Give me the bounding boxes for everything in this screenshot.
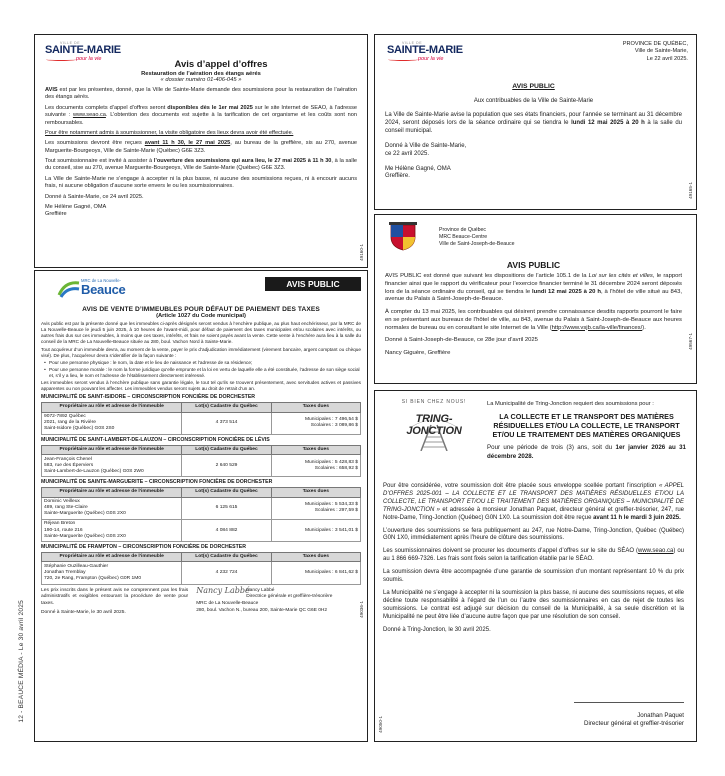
sector-heading: MUNICIPALITÉ DE FRAMPTON – CIRCONSCRIPTION FONCIÈRE DE DORCHESTER [41, 544, 247, 551]
notice-subtitle: Restauration de l’aération des étangs aérés [141, 71, 261, 77]
header-lines: Province de Québec MRC Beauce-Centre Ville de Saint-Joseph-de-Beauce [439, 227, 515, 247]
bullet-item: • Pour une personne morale : le nom la forme juridique qu’elle emprunte et la loi en vertu de laquelle elle a été constituée, l’adresse de son siège social et, s’il y a lieu, le nom et l’adresse de l’établissement directement intéressé. [44, 367, 360, 379]
paragraph: Les immeubles seront vendus à l’enchère publique sans garantie légale, le tout tel qu’ils se trouvent présentement, avec servitudes actives et passives apparentes ou non pouvant les affecter. Les immeubles vendus seront sujets au droit de retrait d’un an. [41, 380, 361, 392]
signature-line [574, 702, 684, 703]
sainte-marie-logo [387, 41, 463, 65]
paragraph: Donné à Tring-Jonction, le 30 avril 2025. [383, 626, 491, 633]
table-row: Réjean Breton 190-14, route 216 Sainte-Marguerite (Québec) G0S 2X0 4 084 882 Municipales : 3 541,01 $ [42, 519, 361, 541]
paragraph: Tout soumissionnaire est invité à assister à l’ouverture des soumissions qui aura lieu, le 27 mai 2025 à 11 h 30, à la salle du conseil, sise au 270, avenue Marguerite-Bourgeoys, Ville de Sainte-Marie (Québec) G6E 3Z3. [45, 158, 357, 172]
ad-code: 49050-1 [378, 716, 383, 733]
tring-logo [391, 399, 477, 451]
coat-of-arms-icon [387, 221, 419, 251]
paragraph: Avis public est par la présente donné que les immeubles ci-après désignés seront vendus à l’enchère publique, au plus haut enchérisseur, par la MRC de La Nouvelle-Beauce le jeudi 5 juin 2025, à 10 heures de l’avant-midi, pour défaut de paiement des taxes municipales et/ou scolaires avec intérêts, ou autres frais dus sur ces immeubles, à moins que ces taxes, intérêts, et frais ne soient payés avant la vente. Cette vente à l’enchère aura lieu à la salle du conseil de la MRC de La Nouvelle-Beauce située au 280, boul. Vachon Nord à Sainte-Marie. [41, 321, 361, 345]
ad-code: 49567-1 [688, 333, 693, 350]
logo-small-text: VILLE DE [402, 41, 423, 45]
logo-tagline: pour la vie [418, 56, 444, 62]
logo-name: SAINTE-MARIE [45, 44, 121, 56]
notice-title: AVIS PUBLIC [506, 260, 561, 270]
paragraph: ce 22 avril 2025. [385, 150, 430, 157]
signature-title: Greffière [45, 211, 67, 218]
page-side-label: 12 - BEAUCE MÉDIA - Le 30 avril 2025 [18, 600, 25, 723]
signature-title: Directeur général et greffier-trésorier [584, 720, 684, 728]
given-date: Donné à Sainte-Marie, le 30 avril 2025. [41, 610, 126, 616]
signature-name: Me Hélène Gagné, OMA [45, 203, 107, 210]
table-row: Stéphanie Ouzilleau-Gauthier Jonathan Tremblay 720, 2e Rang, Frampton (Québec) G0R 1M0 4 232 724 Municipales : 6 841,62 $ [42, 562, 361, 584]
ad-code: 49165-1 [688, 182, 693, 199]
signature-name: Jonathan Paquet [637, 711, 684, 719]
mrc-logo-small: MRC de La Nouvelle- [81, 278, 122, 283]
signature-name: Me Hélène Gagné, OMA [385, 165, 451, 172]
notice-title: AVIS PUBLIC [512, 83, 555, 90]
mrc-logo-icon [57, 277, 81, 299]
paragraph: Pour être considérée, votre soumission doit être placée sous enveloppe scellée portant l’inscription « APPEL D’OFFRES 2025-001 – LA COLLECTE ET LE TRANSPORT DES MATIÈRES RÉSIDUELLES ET/OU LA COLLECTE, LE TRANSPORT ET/OU LE TRAITEMENT DES MATIÈRES ORGANIQUES – MUNICIPALITÉ DE TRING-JONCTION » et adressée à monsieur Jonathan Paquet, directeur général et greffier-trésorier, 247, rue Notre-Dame, Tring-Jonction (Québec) G0N 1X0. La soumission doit être reçue avant 11 h le mardi 3 juin 2025. [383, 483, 684, 521]
signature-script: Nancy Labbé [196, 585, 250, 595]
signature-org: MRC de La Nouvelle-Beauce [196, 601, 259, 607]
tring-title: LA COLLECTE ET LE TRANSPORT DES MATIÈRES RÉSIDUELLES ET/OU LA COLLECTE, LE TRANSPORT ET/OU LE TRAITEMENT DES MATIÈRES ORGANIQUES [492, 412, 681, 439]
table-row: 9072-7892 Québec 2021, rang de la Rivière Saint-Isidore (Québec) G0S 2S0 4 373 514 Municipales : 7 496,54 $ Scolaires : 3 089,86 $ [42, 412, 361, 434]
paragraph: AVIS est par les présentes, donné, que la Ville de Sainte-Marie demande des soumissions pour la restauration de l’aération des étangs aérés. [45, 87, 357, 101]
mrc-logo [57, 277, 167, 301]
signature-title: Directrice générale et greffière-trésorière [246, 594, 333, 600]
signature: Nancy Giguère, Greffière [385, 350, 451, 357]
notice-subtitle: Aux contribuables de la Ville de Sainte-Marie [473, 98, 594, 104]
paragraph: À compter du 13 mai 2025, les contribuables qui désirent prendre connaissance desdits rapports pourront le faire en se présentant aux bureaux de l’hôtel de ville, au 843, avenue du Palais à Saint-Joseph-de-Beauce aux heures normales de bureau ou en consultant le site Internet de la Ville (http://www.vsjb.ca/la-ville/finances/). [385, 309, 682, 331]
paragraph: Pour être notamment admis à soumissionner, la visite obligatoire des lieux devra avoir été effectuée. [45, 129, 294, 136]
finances-link[interactable]: http://www.vsjb.ca/la-ville/finances/ [551, 324, 643, 331]
ad-code: 49036-1 [359, 601, 364, 618]
tring-intro: La Municipalité de Tring-Jonction requiert des soumissions pour : [487, 401, 654, 407]
table-row: Jean-François Chenel 583, rue des Éperviers Saint-Lambert-de-Lauzon (Québec) G0S 2W0 2 640 529 Municipales : 5 428,83 $ Scolaires : 658,92 $ [42, 455, 361, 477]
property-table: Propriétaire au rôle et adresse de l’immeuble Lot(s) Cadastre du Québec Taxes dues Stéphanie Ouzilleau-Gauthier Jonathan Tremblay 720, 2e Rang, Frampton (Québec) G0R 1M0 4 232 724 Municipales : 6 841,62 $ [41, 552, 361, 585]
tring-logo-name: TRING-JONCTION [406, 413, 462, 437]
seao-link[interactable]: www.seao.ca [638, 548, 674, 555]
logo-small-text: VILLE DE [60, 41, 81, 45]
paragraph: Les documents complets d’appel d’offres seront disponibles dès le 1er mai 2025 sur le site Internet de SEAO, à l’adresse suivante : www.seao.ca. L’obtention des documents est sujette à la tarification de cet organisme et les coûts sont non remboursables. [45, 104, 357, 126]
bullet-item: • Pour une personne physique : le nom, la date et le lieu de naissance et l’adresse de sa résidence; [44, 360, 253, 366]
paragraph: L’ouverture des soumissions se fera publiquement au 247, rue Notre-Dame, Tring-Jonction, Québec (Québec) G0N 1X0, immédiatement après l’heure de clôture des soumissions. [383, 527, 684, 542]
avis-public-badge: AVIS PUBLIC [265, 277, 361, 291]
paragraph: Les soumissions devront être reçues avant 11 h 30, le 27 mai 2025, au bureau de la greffière, sis au 270, avenue Marguerite-Bourgeoys, Ville de Sainte-Marie (Québec) G6E 3Z3. [45, 140, 357, 154]
paragraph: Les soumissionnaires doivent se procurer les documents d’appel d’offres sur le site du SÉAO (www.seao.ca) ou au 1 866 669-7326. Les frais sont fixés selon la tarification établie par le SÉAO. [383, 548, 684, 563]
paragraph: La Ville de Sainte-Marie avise la population que ses états financiers, pour l’année se terminant au 31 décembre 2024, seront déposés lors de la séance ordinaire qui se tiendra le lundi 12 mai 2025 à 20 h à la salle du conseil municipal. [385, 112, 682, 134]
dossier-number: « dossier numéro 01-406-045 » [160, 77, 242, 83]
paragraph: Donné à Saint-Joseph-de-Beauce, ce 28e jour d’avril 2025 [385, 337, 538, 344]
avis-public-sainte-marie [374, 34, 697, 210]
paragraph: Donné à Sainte-Marie, ce 24 avril 2025. [45, 193, 144, 200]
appel-offres-notice [34, 34, 368, 268]
tring-jonction-notice [374, 390, 697, 742]
paragraph: Tout acquéreur d’un immeuble devra, au moment de la vente, payer le prix d’adjudication immédiatement (virement bancaire, argent comptant ou chèque visé). De plus, l’acquéreur devra s’identifier de la façon suivante : [41, 347, 361, 359]
sector-heading: MUNICIPALITÉ DE SAINT-LAMBERT-DE-LAUZON – CIRCONSCRIPTION FONCIÈRE DE LÉVIS [41, 436, 270, 443]
tring-logo-top: SI BIEN CHEZ NOUS! [401, 399, 467, 405]
property-table: Propriétaire au rôle et adresse de l’immeuble Lot(s) Cadastre du Québec Taxes dues Jean-François Chenel 583, rue des Éperviers Saint-Lambert-de-Lauzon (Québec) G0S 2W0 2 640 529 Municipales : 5 428,83 $ Scolaires : 658,92 $ [41, 445, 361, 478]
seao-link[interactable]: www.seao.ca [72, 112, 106, 119]
footnote: Les prix inscrits dans le présent avis ne comprennent pas les frais administratifs et exigibles entourant la procédure de vente pour taxes. [41, 587, 189, 606]
paragraph: La Municipalité ne s’engage à accepter ni la soumission la plus basse, ni aucune des soumissions reçues, et elle décline toute responsabilité à l’égard de l’un ou l’autre des soumissionnaires en cas de rejet de toutes les soumissions. Le contrat est adjugé sur décision du conseil de la Municipalité, à sa seule discrétion et la Municipalité ne peut être liée d’aucune autre façon que par une résolution de son conseil. [383, 589, 684, 620]
notice-title: Avis d’appel d’offres [174, 59, 268, 70]
property-table: Propriétaire au rôle et adresse de l’immeuble Lot(s) Cadastre du Québec Taxes dues 9072-7892 Québec 2021, rang de la Rivière Saint-Isidore (Québec) G0S 2S0 4 373 514 Municipales : 7 496,54 $ Scolaires : 3 089,86 $ [41, 402, 361, 435]
paragraph: La soumission devra être accompagnée d’une garantie de soumission d’un montant représentant 10 % du prix soumis. [383, 569, 684, 584]
paragraph: Pour une période de trois (3) ans, soit du 1er janvier 2026 au 31 décembre 2028. [487, 444, 686, 460]
ad-code: 49160-1 [359, 244, 364, 261]
avis-public-saint-joseph [374, 214, 697, 384]
sector-heading: MUNICIPALITÉ DE SAINTE-MARGUERITE – CIRCONSCRIPTION FONCIÈRE DE DORCHESTER [41, 479, 273, 486]
paragraph: AVIS PUBLIC est donné que suivant les dispositions de l’article 105.1 de la Loi sur les cités et villes, le rapport financier ainsi que le rapport du vérificateur pour l’exercice financier terminé le 31 décembre 2024 seront déposés lors de la séance ordinaire du conseil, qui se tiendra le lundi 12 mai 2025 à 20 h, à l’hôtel de ville situé au 843, avenue du Palais à Saint-Joseph-de-Beauce. [385, 273, 682, 303]
mrc-title: AVIS DE VENTE D’IMMEUBLES POUR DÉFAUT DE PAIEMENT DES TAXES [82, 306, 320, 313]
paragraph: La Ville de Sainte-Marie ne s’engage à accepter ni la plus basse, ni aucune des soumissions reçues, ni à encourir aucuns frais, ni aucune obligation d’aucune sorte envers le ou les soumissionnaires. [45, 175, 357, 190]
paragraph: Donné à Ville de Sainte-Marie, [385, 142, 467, 149]
mrc-logo-big: Beauce [81, 282, 126, 297]
property-table: Propriétaire au rôle et adresse de l’immeuble Lot(s) Cadastre du Québec Taxes dues Dominic Veilleux 489, rang Ste-Claire Sainte-Marguerite (Québec) G0S 2X0 6 125 615 Municipales : 5 534,33 $ Scolaires : 297,59 $ Réjean Breton 190-14, route 216 Sainte-Marguerite (Québec) G0S 2X0 4 084 882 Municipales : 3 541,01 $ [41, 487, 361, 542]
header-right: PROVINCE DE QUÉBEC, Ville de Sainte-Marie, Le 22 avril 2025. [622, 41, 688, 62]
table-row: Dominic Veilleux 489, rang Ste-Claire Sainte-Marguerite (Québec) G0S 2X0 6 125 615 Municipales : 5 534,33 $ Scolaires : 297,59 $ [42, 497, 361, 519]
signature-address: 280, boul. Vachon N., bureau 200, Sainte-Marie QC G6E 0H2 [196, 607, 328, 613]
mrc-tax-sale-notice [34, 270, 368, 742]
logo-name: SAINTE-MARIE [387, 44, 463, 56]
sector-heading: MUNICIPALITÉ DE SAINT-ISIDORE – CIRCONSCRIPTION FONCIÈRE DE DORCHESTER [41, 394, 256, 401]
mrc-subtitle: (Article 1027 du Code municipal) [156, 313, 246, 319]
signature-name: Nancy Labbé [246, 587, 275, 593]
logo-tagline: pour la vie [76, 56, 102, 62]
signature-title: Greffière. [385, 173, 410, 180]
